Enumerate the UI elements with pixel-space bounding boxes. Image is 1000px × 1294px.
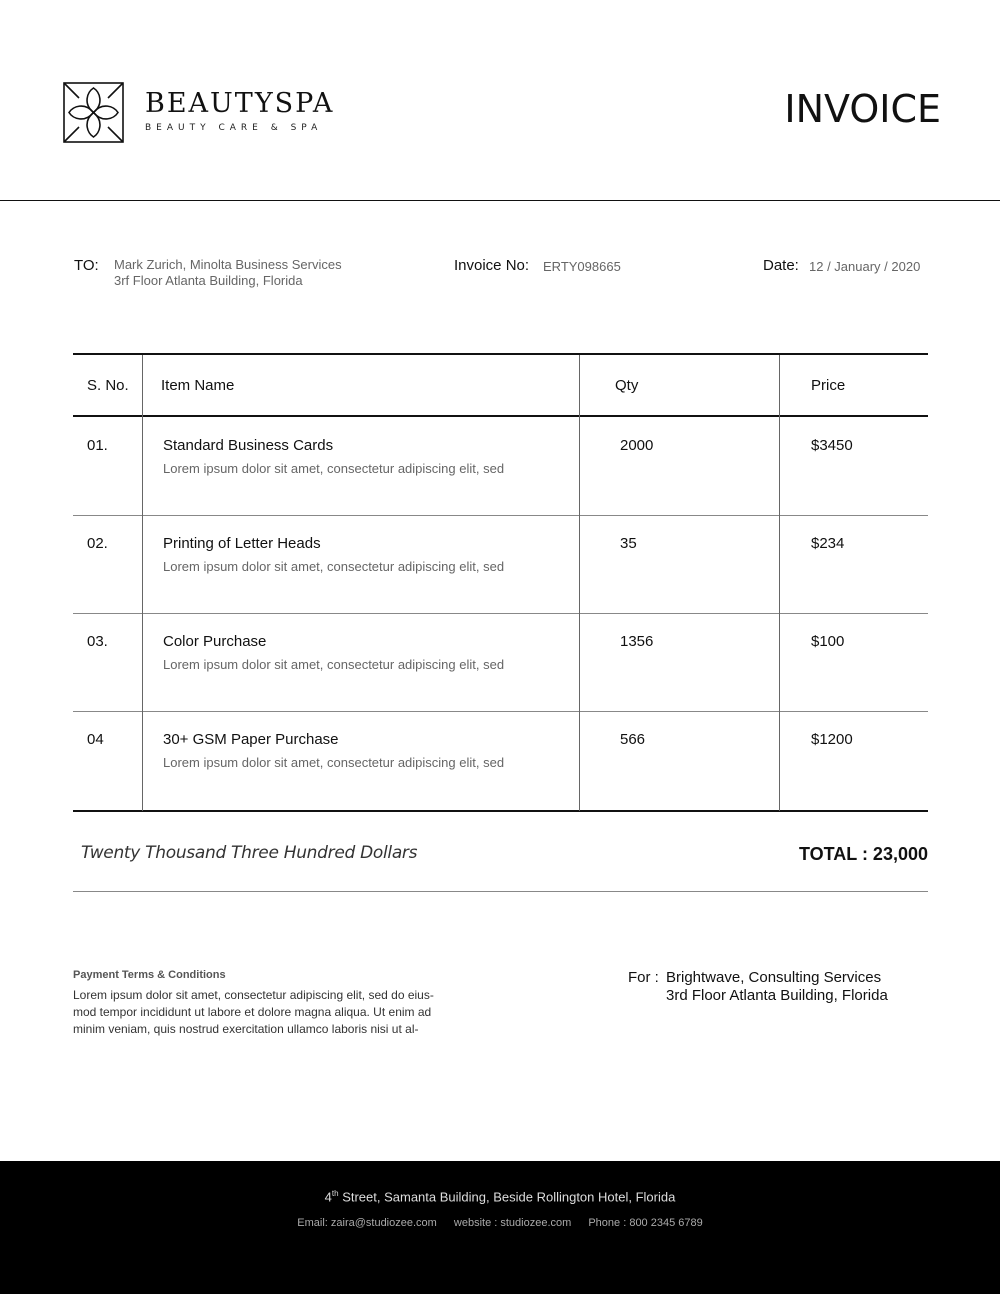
- footer: [0, 1161, 1000, 1294]
- table-row: [73, 711, 928, 809]
- terms-line: mod tempor incididunt ut labore et dolore magna aliqua. Ut enim ad: [73, 1005, 432, 1019]
- table-row: [73, 417, 928, 515]
- row-item-name: Standard Business Cards: [163, 437, 334, 454]
- date-label: Date:: [763, 257, 799, 274]
- footer-email: Email: zaira@studiozee.com: [297, 1217, 437, 1229]
- document-title: INVOICE: [784, 87, 941, 131]
- to-address-line2: 3rf Floor Atlanta Building, Florida: [114, 273, 303, 288]
- footer-website: website : studiozee.com: [453, 1217, 572, 1229]
- to-label: TO:: [74, 257, 99, 274]
- header-sno: S. No.: [87, 377, 129, 394]
- table-row: [73, 515, 928, 613]
- header-qty: Qty: [615, 377, 639, 394]
- footer-address-suffix: th: [331, 1189, 339, 1198]
- row-item-description: Lorem ipsum dolor sit amet, consectetur adipiscing elit, sed: [163, 559, 505, 574]
- row-qty: 2000: [620, 437, 654, 454]
- terms-body: [73, 987, 453, 1038]
- for-label: For :: [628, 969, 659, 986]
- brand-name: BEAUTYSPA: [145, 88, 335, 119]
- invoice-no-label: Invoice No:: [454, 257, 530, 274]
- row-item-description: Lorem ipsum dolor sit amet, consectetur adipiscing elit, sed: [163, 461, 505, 476]
- row-item-name: Printing of Letter Heads: [163, 535, 321, 552]
- footer-address: [0, 1189, 1000, 1204]
- row-sno: 03.: [87, 633, 108, 650]
- recipient-line1: Brightwave, Consulting Services: [666, 969, 882, 986]
- footer-contacts: [0, 1217, 1000, 1229]
- row-qty: 1356: [620, 633, 654, 650]
- footer-address-street: Street, Samanta Building, Beside Rollington Hotel, Florida: [338, 1189, 676, 1205]
- row-price: $3450: [811, 437, 853, 454]
- invoice-total: TOTAL : 23,000: [798, 844, 928, 864]
- row-price: $100: [811, 633, 845, 650]
- flower-icon: [63, 82, 124, 143]
- recipient-line2: 3rd Floor Atlanta Building, Florida: [666, 987, 888, 1004]
- terms-line: Lorem ipsum dolor sit amet, consectetur adipiscing elit, sed do eius-: [73, 988, 434, 1002]
- row-price: $1200: [811, 731, 853, 748]
- row-item-name: 30+ GSM Paper Purchase: [163, 731, 339, 748]
- row-item-name: Color Purchase: [163, 633, 267, 650]
- row-qty: 35: [620, 535, 637, 552]
- row-sno: 02.: [87, 535, 108, 552]
- header-price: Price: [811, 377, 846, 394]
- recipient-address: [666, 969, 888, 1005]
- brand-tagline: BEAUTY CARE & SPA: [145, 123, 323, 133]
- to-address-line1: Mark Zurich, Minolta Business Services: [114, 257, 342, 272]
- row-sno: 01.: [87, 437, 108, 454]
- footer-address-number: 4: [324, 1189, 332, 1205]
- terms-line: minim veniam, quis nostrud exercitation ullamco laboris nisi ut al-: [73, 1022, 419, 1036]
- date-value: 12 / January / 2020: [809, 259, 921, 274]
- row-price: $234: [811, 535, 845, 552]
- row-item-description: Lorem ipsum dolor sit amet, consectetur adipiscing elit, sed: [163, 657, 505, 672]
- footer-phone: Phone : 800 2345 6789: [588, 1217, 703, 1229]
- table-bottom-rule: [73, 810, 928, 812]
- items-table: [73, 353, 928, 813]
- row-qty: 566: [620, 731, 646, 748]
- amount-in-words: Twenty Thousand Three Hundred Dollars: [81, 843, 418, 863]
- header-item-name: Item Name: [161, 377, 235, 394]
- row-sno: 04: [87, 731, 104, 748]
- terms-heading: Payment Terms & Conditions: [73, 969, 226, 981]
- invoice-no-value: ERTY098665: [543, 259, 621, 274]
- table-top-rule: [73, 353, 928, 355]
- header-divider: [0, 200, 1000, 201]
- row-item-description: Lorem ipsum dolor sit amet, consectetur adipiscing elit, sed: [163, 755, 505, 770]
- summary-divider: [73, 891, 928, 892]
- table-row: [73, 613, 928, 711]
